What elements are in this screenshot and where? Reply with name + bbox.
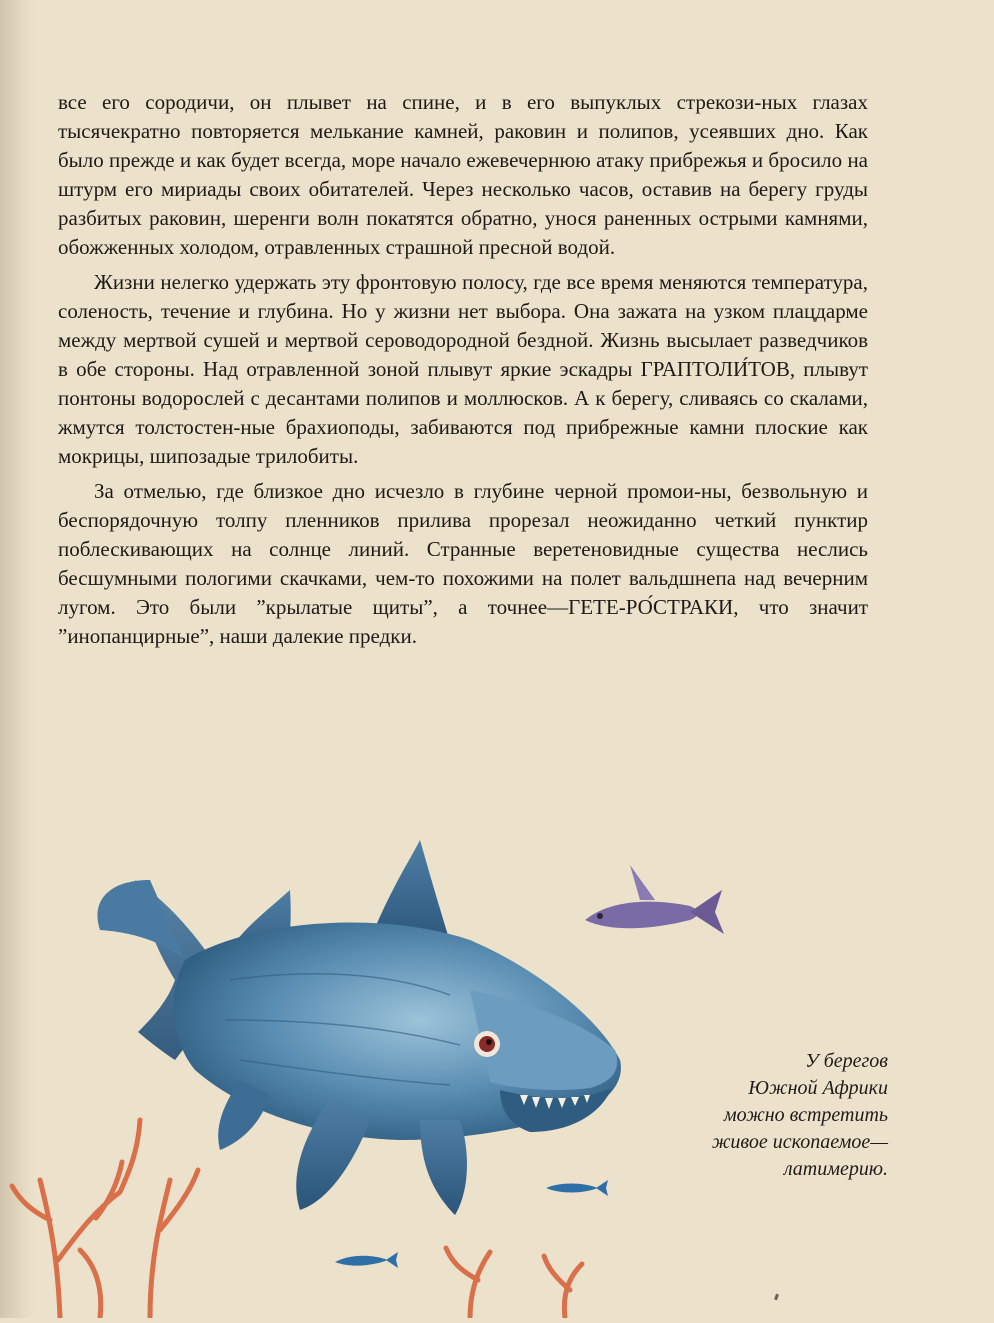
small-fish-top (585, 865, 724, 934)
pelvic-fin (420, 1120, 467, 1215)
caption-line: живое ископаемое— (711, 1131, 888, 1153)
article-text (58, 88, 868, 651)
caption-line: можно встретить (723, 1104, 888, 1126)
paragraph-2: Жизни нелегко удержать эту фронтовую полосу, где все время меняются температура, соленость, течение и глубина. Но у жизни нет выбора. Она зажата на узком плацдарме между мертвой сушей и мертвой сероводородной бездной. Жизнь высылает разведчиков в обе стороны. Над отравленной зоной плывут яркие эскадры ГРАПТОЛИ́ТОВ, плывут понтоны водорослей с десантами полипов и моллюсков. А к берегу, сливаясь со скалами, жмутся толстостен-ные брахиоподы, забиваются под прибрежные камни плоские как мокрицы, шипозадые трилобиты. (58, 270, 868, 468)
paragraph-1: все его сородичи, он плывет на спине, и в его выпуклых стрекози-ных глазах тысячекратно повторяется мелькание камней, раковин и полипов, усеявших дно. Как было прежде и как будет всегда, море начало ежевечернюю атаку прибрежья и бросило на штурм его мириады своих обитателей. Через несколько часов, оставив на берегу груды разбитых раковин, шеренги волн покатятся обратно, унося раненных острыми камнями, обожженных холодом, отравленных страшной пресной водой. (58, 90, 868, 259)
small-fish-bottom (335, 1180, 608, 1268)
caption-line: У берегов (805, 1050, 888, 1072)
caption-line: латимерию. (783, 1158, 888, 1180)
paragraph-3: За отмелью, где близкое дно исчезло в глубине черной промои-ны, безвольную и беспорядочную толпу пленников прилива прорезал неожиданно четкий пунктир поблескивающих на солнце линий. Странные веретеновидные существа неслись бесшумными пологими скачками, чем-то похожими на полет вальдшнепа над вечерним лугом. Это были ”крылатые щиты”, а точнее—ГЕТЕ-РО́СТРАКИ, что значит ”инопанцирные”, наши далекие предки. (58, 479, 868, 648)
caption-line: Южной Африки (748, 1077, 888, 1099)
coral-right (446, 1248, 582, 1318)
illustration-caption (610, 1048, 888, 1183)
coral-left (12, 1120, 198, 1318)
